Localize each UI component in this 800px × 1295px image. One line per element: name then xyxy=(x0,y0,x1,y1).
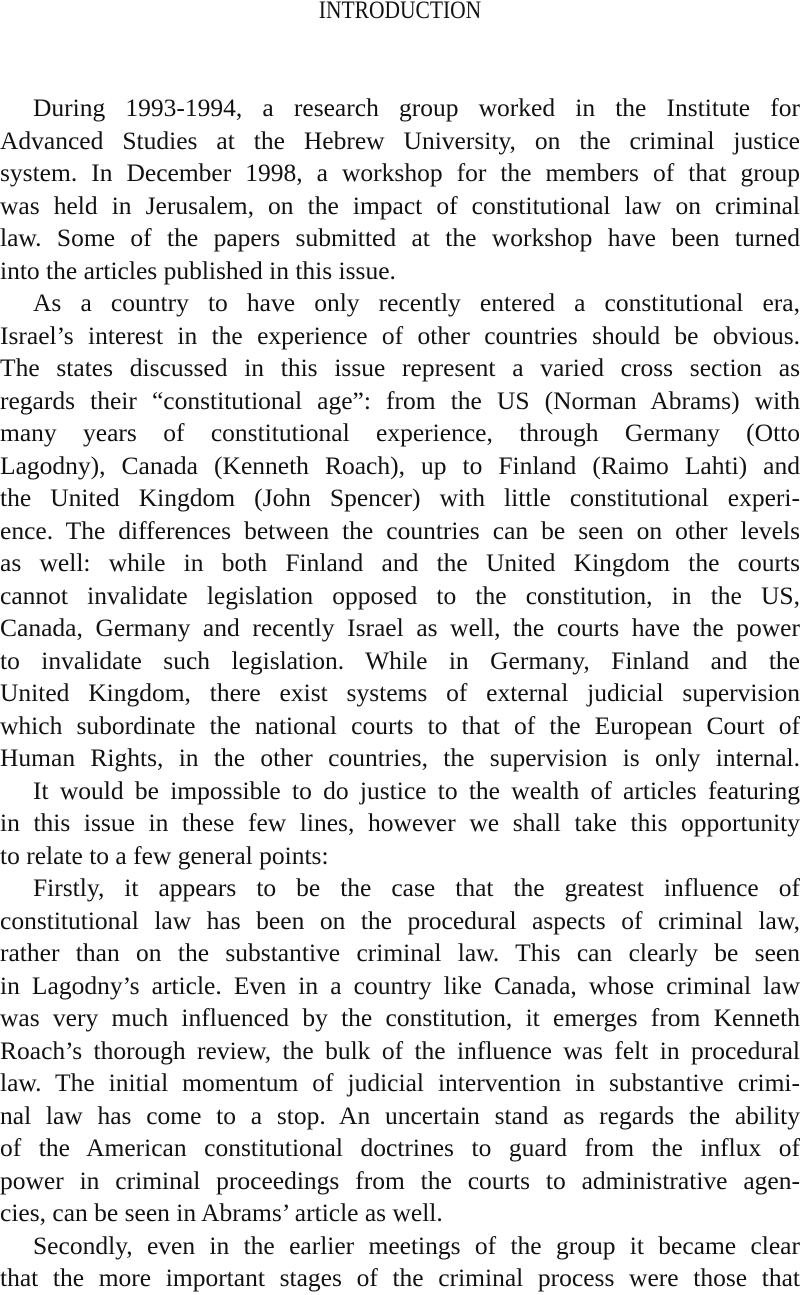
text-line: constitutional law has been on the procedural aspects of criminal law, xyxy=(0,905,800,935)
text-line: rather than on the substantive criminal law. This can clearly be seen xyxy=(0,938,800,967)
paragraph-3 xyxy=(0,775,800,873)
text-line: into the articles published in this issue. xyxy=(0,255,396,285)
text-line: to relate to a few general points: xyxy=(0,840,329,870)
text-line: system. In December 1998, a workshop for the members of that group xyxy=(0,158,800,187)
text-line: During 1993-1994, a research group worked in the Institute for xyxy=(33,93,800,122)
text-line: in Lagodny’s article. Even in a country like Canada, whose criminal law xyxy=(0,970,800,1000)
text-line: United Kingdom, there exist systems of external judicial supervision xyxy=(0,678,800,707)
text-line: in this issue in these few lines, however we shall take this opportunity xyxy=(0,808,800,837)
text-line: the United Kingdom (John Spencer) with little constitutional experi- xyxy=(0,483,800,512)
text-line: ence. The differences between the countries can be seen on other levels xyxy=(0,515,800,545)
text-line: law. The initial momentum of judicial intervention in substantive crimi- xyxy=(0,1068,800,1097)
text-line: As a country to have only recently entered a constitutional era, xyxy=(33,288,800,317)
text-line: The states discussed in this issue represent a varied cross section as xyxy=(0,353,800,382)
text-line: Human Rights, in the other countries, the supervision is only internal. xyxy=(0,743,800,772)
text-line: was very much influenced by the constitution, it emerges from Kenneth xyxy=(0,1003,800,1032)
text-line: cannot invalidate legislation opposed to the constitution, in the US, xyxy=(0,580,800,610)
text-line: nal law has come to a stop. An uncertain stand as regards the ability xyxy=(0,1100,800,1130)
text-line: It would be impossible to do justice to the wealth of articles featuring xyxy=(33,775,800,805)
text-line: Roach’s thorough review, the bulk of the influence was felt in procedural xyxy=(0,1035,800,1065)
text-line: was held in Jerusalem, on the impact of constitutional law on criminal xyxy=(0,190,800,220)
text-line: as well: while in both Finland and the United Kingdom the courts xyxy=(0,548,800,577)
text-line: law. Some of the papers submitted at the workshop have been turned xyxy=(0,223,800,252)
text-line: Lagodny), Canada (Kenneth Roach), up to Finland (Raimo Lahti) and xyxy=(0,450,800,480)
text-line: that the more important stages of the criminal process were those that xyxy=(0,1263,800,1292)
paragraph-4 xyxy=(0,872,800,1230)
text-line: regards their “constitutional age”: from the US (Norman Abrams) with xyxy=(0,385,800,415)
text-line: to invalidate such legislation. While in Germany, Finland and the xyxy=(0,645,800,675)
text-line: power in criminal proceedings from the courts to administrative agen- xyxy=(0,1165,800,1195)
text-line: Secondly, even in the earlier meetings of the group it became clear xyxy=(33,1230,800,1260)
article-body xyxy=(0,92,800,1295)
page-title: INTRODUCTION xyxy=(318,0,482,24)
paragraph-5 xyxy=(0,1230,800,1295)
text-line: Israel’s interest in the experience of other countries should be obvious. xyxy=(0,320,800,350)
paragraph-2 xyxy=(0,287,800,775)
text-line: which subordinate the national courts to that of the European Court of xyxy=(0,710,800,740)
text-line: many years of constitutional experience, through Germany (Otto xyxy=(0,418,800,447)
text-line: of the American constitutional doctrines to guard from the influx of xyxy=(0,1133,800,1162)
text-line: Advanced Studies at the Hebrew University, on the criminal justice xyxy=(0,125,800,155)
paragraph-1 xyxy=(0,92,800,287)
text-line: cies, can be seen in Abrams’ article as well. xyxy=(0,1198,443,1227)
text-line: Firstly, it appears to be the case that the greatest influence of xyxy=(33,873,800,902)
text-line: Canada, Germany and recently Israel as well, the courts have the power xyxy=(0,613,800,642)
